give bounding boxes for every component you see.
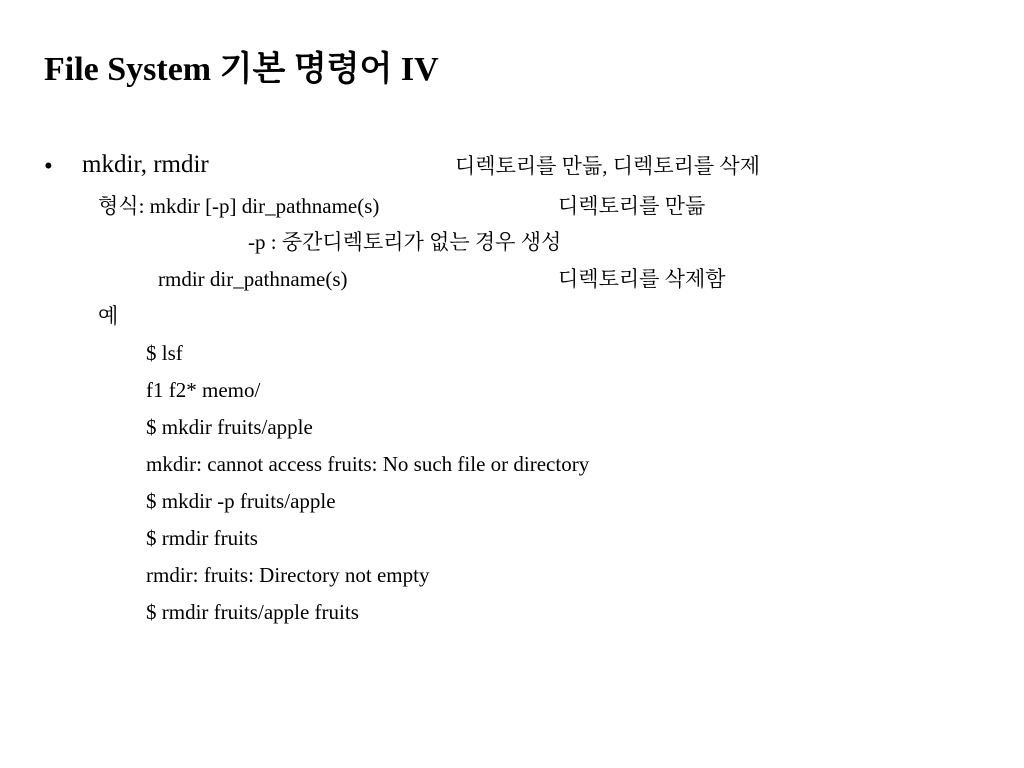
p-option-description: -p : 중간디렉토리가 없는 경우 생성 xyxy=(248,230,562,254)
example-label: 예 xyxy=(98,304,119,328)
syntax-mkdir-description: 디렉토리를 만듦 xyxy=(558,194,706,218)
example-line: $ rmdir fruits/apple fruits xyxy=(146,600,359,624)
heading-command: mkdir, rmdir xyxy=(82,151,209,178)
example-line: $ mkdir fruits/apple xyxy=(146,415,313,439)
example-line: $ lsf xyxy=(146,341,183,365)
example-line: f1 f2* memo/ xyxy=(146,378,261,402)
example-line: mkdir: cannot access fruits: No such file or directory xyxy=(146,452,590,476)
example-line: $ mkdir -p fruits/apple xyxy=(146,489,336,513)
example-line: $ rmdir fruits xyxy=(146,526,258,550)
syntax-mkdir: 형식: mkdir [-p] dir_pathname(s) xyxy=(98,194,380,218)
slide-title: File System 기본 명령어 IV xyxy=(44,51,439,88)
bullet-icon: • xyxy=(44,153,53,180)
example-line: rmdir: fruits: Directory not empty xyxy=(146,563,430,587)
heading-description: 디렉토리를 만듦, 디렉토리를 삭제 xyxy=(455,154,761,178)
syntax-rmdir: rmdir dir_pathname(s) xyxy=(158,267,348,291)
syntax-rmdir-description: 디렉토리를 삭제함 xyxy=(558,267,726,291)
